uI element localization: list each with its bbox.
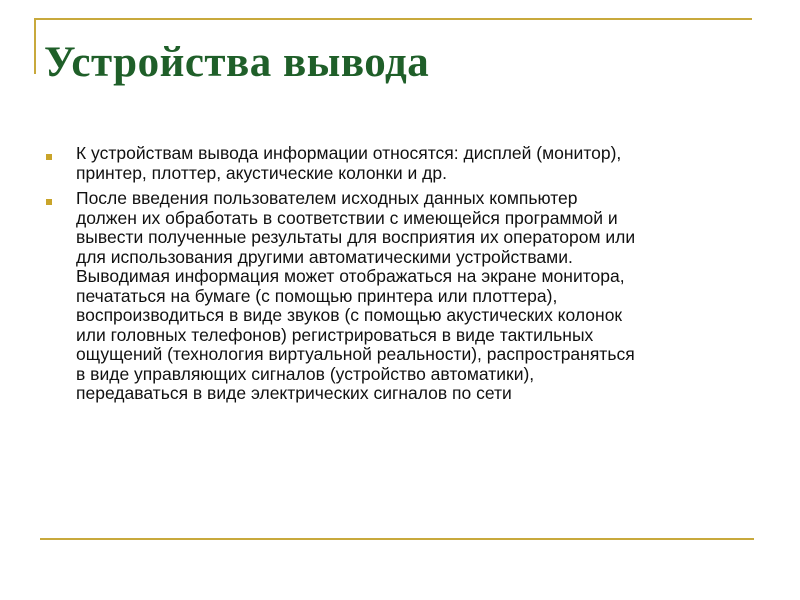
bullet-1-line-2: принтер, плоттер, акустические колонки и др. xyxy=(76,162,447,183)
bullet-2-line-6: печататься на бумаге (с помощью принтера или плоттера), xyxy=(76,285,558,306)
square-bullet-icon xyxy=(46,154,52,160)
bullet-1-line-1: К устройствам вывода информации относятся: дисплей (монитор), xyxy=(76,143,622,163)
bullet-item-1 xyxy=(44,144,764,183)
bullet-2-line-5: Выводимая информация может отображаться на экране монитора, xyxy=(76,266,625,286)
bullet-2-line-10: в виде управляющих сигналов (устройство автоматики), xyxy=(76,363,535,384)
bullet-2-line-7: воспроизводиться в виде звуков (с помощью акустических колонок xyxy=(76,305,623,325)
slide-title: Устройства вывода xyxy=(44,39,430,86)
bullet-2-line-3: вывести полученные результаты для восприятия их оператором или xyxy=(76,227,636,247)
bullet-2-line-8: или головных телефонов) регистрироваться в виде тактильных xyxy=(76,324,594,345)
bullet-2-line-11: передаваться в виде электрических сигналов по сети xyxy=(76,383,512,403)
bullet-2-line-9: ощущений (технология виртуальной реальности), распространяться xyxy=(76,344,635,364)
bullet-2-line-1: После введения пользователем исходных данных компьютер xyxy=(76,188,578,208)
bullet-2-line-4: для использования другими автоматическими устройствами. xyxy=(76,246,573,267)
bullet-item-2 xyxy=(44,189,764,404)
top-frame-line xyxy=(34,18,752,20)
bottom-frame-line xyxy=(40,538,754,540)
bullet-list xyxy=(44,144,764,410)
square-bullet-icon xyxy=(46,199,52,205)
left-frame-line xyxy=(34,18,36,74)
bullet-2-line-2: должен их обработать в соответствии с имеющейся программой и xyxy=(76,207,618,228)
